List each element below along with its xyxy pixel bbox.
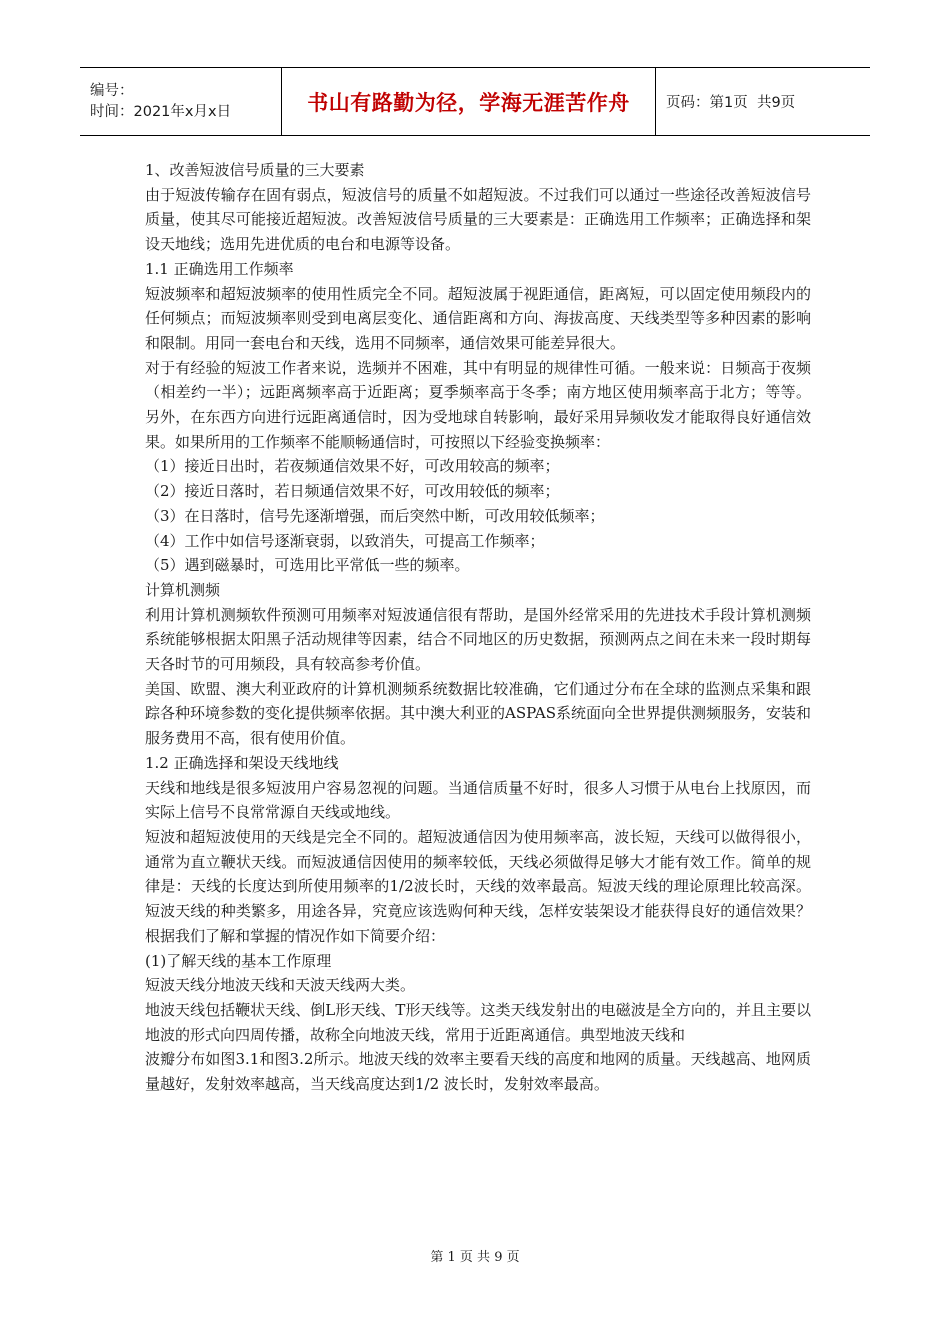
list-item: （2）接近日落时，若日频通信效果不好，可改用较低的频率； [145,482,560,501]
body-paragraph: 天线和地线是很多短波用户容易忽视的问题。当通信质量不好时，很多人习惯于从电台上找原因，而实际上信号不良常常源自天线或地线。 [145,778,811,822]
page-footer: 第 1 页 共 9 页 [430,1250,520,1265]
list-item: （5）遇到磁暴时，可选用比平常低一些的频率。 [145,556,470,575]
page-header [80,67,870,136]
section-heading: 计算机测频 [145,580,221,599]
document-number-label: 编号： [90,82,134,99]
body-paragraph: 短波频率和超短波频率的使用性质完全不同。超短波属于视距通信，距离短，可以固定使用频段内的任何频点；而短波频率则受到电离层变化、通信距离和方向、海拔高度、天线类型等多种因素的影响和限制。用同一套电台和天线，选用不同频率，通信效果可能差异很大。 [145,284,811,352]
header-page-info [656,68,870,135]
body-paragraph: 美国、欧盟、澳大利亚政府的计算机测频系统数据比较准确，它们通过分布在全球的监测点采集和跟踪各种环境参数的变化提供频率依据。其中澳大利亚的ASPAS系统面向全世界提供测频服务，安装和服务费用不高，很有使用价值。 [145,679,811,748]
section-heading: 1.2 正确选择和架设天线地线 [145,753,339,772]
body-paragraph: 利用计算机测频软件预测可用频率对短波通信很有帮助，是国外经常采用的先进技术手段计算机测频系统能够根据太阳黑子活动规律等因素，结合不同地区的历史数据，预测两点之间在未来一段时期每天各时节的可用频段，具有较高参考价值。 [145,605,811,674]
body-paragraph: 短波天线分地波天线和天波天线两大类。 [145,976,416,995]
document-body [145,158,811,1097]
section-heading: 1.1 正确选用工作频率 [145,259,294,278]
list-item: （3）在日落时，信号先逐渐增强，而后突然中断，可改用较低频率； [145,506,605,525]
header-meta [80,68,282,135]
body-paragraph: 由于短波传输存在固有弱点，短波信号的质量不如超短波。不过我们可以通过一些途径改善短波信号质量，使其尽可能接近超短波。改善短波信号质量的三大要素是：正确选用工作频率；正确选择和架设天地线；选用先进优质的电台和电源等设备。 [145,185,811,254]
section-heading: 1、改善短波信号质量的三大要素 [145,161,365,179]
header-page-info-text: 页码：第1页 共9页 [666,95,796,111]
body-paragraph: 波瓣分布如图3.1和图3.2所示。地波天线的效率主要看天线的高度和地网的质量。天线越高、地网质量越好，发射效率越高，当天线高度达到1/2 波长时，发射效率最高。 [145,1050,811,1094]
list-item: （1）接近日出时，若夜频通信效果不好，可改用较高的频率； [145,457,560,476]
section-heading: (1)了解天线的基本工作原理 [145,951,332,970]
document-date: 时间：2021年x月x日 [90,103,232,120]
list-item: （4）工作中如信号逐渐衰弱，以致消失，可提高工作频率； [145,531,545,550]
header-motto: 书山有路勤为径，学海无涯苦作舟 [282,68,656,135]
body-paragraph: 对于有经验的短波工作者来说，选频并不困难，其中有明显的规律性可循。一般来说：日频高于夜频（相差约一半）；远距离频率高于近距离；夏季频率高于冬季；南方地区使用频率高于北方；等等。另外，在东西方向进行远距离通信时，因为受地球自转影响，最好采用异频收发才能取得良好通信效果。如果所用的工作频率不能顺畅通信时，可按照以下经验变换频率： [145,358,811,451]
body-paragraph: 短波和超短波使用的天线是完全不同的。超短波通信因为使用频率高，波长短，天线可以做得很小，通常为直立鞭状天线。而短波通信因使用的频率较低，天线必须做得足够大才能有效工作。简单的规律是：天线的长度达到所使用频率的1/2波长时，天线的效率最高。短波天线的理论原理比较高深。短波天线的种类繁多，用途各异，究竟应该选购何种天线，怎样安装架设才能获得良好的通信效果？根据我们了解和掌握的情况作如下简要介绍： [145,827,811,945]
body-paragraph: 地波天线包括鞭状天线、倒L形天线、T形天线等。这类天线发射出的电磁波是全方向的，并且主要以地波的形式向四周传播，故称全向地波天线，常用于近距离通信。典型地波天线和 [145,1000,811,1044]
